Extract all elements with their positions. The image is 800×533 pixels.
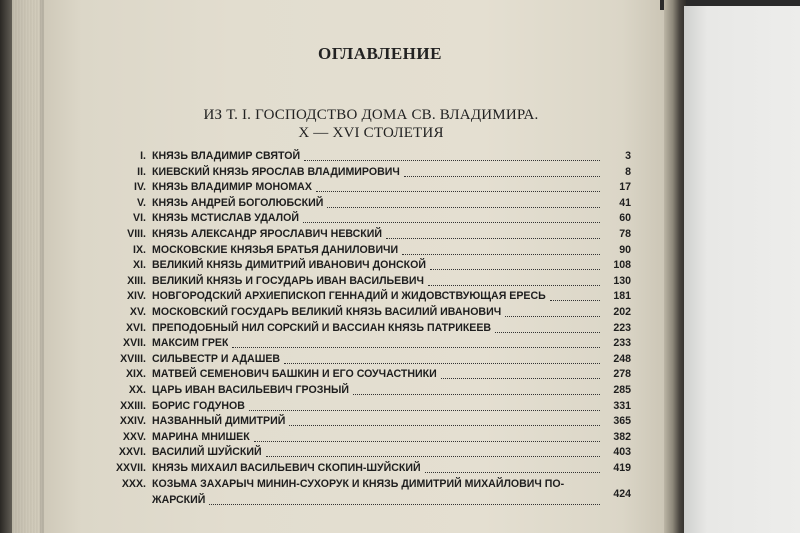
toc-entry xyxy=(0,430,680,445)
toc-entry xyxy=(0,321,680,336)
toc-entry-page: 41 xyxy=(619,196,631,209)
toc-entry-number: XXVI. xyxy=(118,446,146,459)
toc-entry-title: КОЗЬМА ЗАХАРЫЧ МИНИН-СУХОРУК И КНЯЗЬ ДИМИТРИЙ МИХАЙЛОВИЧ ПО- xyxy=(152,477,565,490)
toc-entry-number: XVII. xyxy=(123,337,146,350)
leader-dots xyxy=(284,362,600,364)
toc-entry-page: 285 xyxy=(613,384,631,396)
toc-entry-number: IX. xyxy=(133,243,146,256)
leader-dots xyxy=(303,221,600,223)
toc-entry xyxy=(0,336,680,351)
leader-dots xyxy=(404,175,600,177)
toc-entry-page: 60 xyxy=(619,212,631,225)
toc-entry-number: XVI. xyxy=(125,321,146,334)
toc-entry-number: XXIII. xyxy=(120,399,146,412)
toc-entry xyxy=(0,165,680,180)
toc-entry-title: НАЗВАННЫЙ ДИМИТРИЙ xyxy=(152,415,286,428)
toc-entry-number: XIX. xyxy=(125,368,146,381)
toc-entry xyxy=(0,477,680,492)
toc-entry-title: КНЯЗЬ МСТИСЛАВ УДАЛОЙ xyxy=(152,212,299,225)
leader-dots xyxy=(327,206,600,208)
toc-entry-title: НОВГОРОДСКИЙ АРХИЕПИСКОП ГЕННАДИЙ И ЖИДОВСТВУЮЩАЯ ЕРЕСЬ xyxy=(152,290,546,303)
toc-entry-page: 331 xyxy=(613,399,631,412)
toc-entry-title: КНЯЗЬ ВЛАДИМИР СВЯТОЙ xyxy=(152,150,301,162)
leader-dots xyxy=(266,455,600,457)
toc-entry-number: XXX. xyxy=(121,477,146,490)
toc-entry xyxy=(0,414,680,429)
toc-entry-page: 233 xyxy=(613,337,631,350)
leader-dots xyxy=(430,268,600,270)
toc-entry xyxy=(0,461,680,476)
toc-entry-number: II. xyxy=(137,165,146,178)
toc-entry-page: 223 xyxy=(613,321,631,334)
toc-entry xyxy=(0,305,680,320)
toc-entry-number: V. xyxy=(136,196,146,209)
toc-entry-page: 403 xyxy=(613,446,631,459)
toc-entry xyxy=(0,258,680,273)
leader-dots xyxy=(316,190,600,192)
toc-entry-title: ПРЕПОДОБНЫЙ НИЛ СОРСКИЙ И ВАССИАН КНЯЗЬ ПАТРИКЕЕВ xyxy=(152,321,492,334)
section-subtitle: X — XVI СТОЛЕТИЯ xyxy=(298,125,444,141)
toc-entry xyxy=(0,274,680,289)
facing-page xyxy=(684,6,800,533)
leader-dots xyxy=(441,377,600,379)
leader-dots xyxy=(353,393,600,395)
toc-entry-number: IV. xyxy=(134,181,146,194)
leader-dots xyxy=(425,471,600,473)
toc-entry-number: I. xyxy=(140,150,146,162)
section-title: ИЗ Т. I. ГОСПОДСТВО ДОМА СВ. ВЛАДИМИРА. xyxy=(203,107,539,123)
toc-entry-page: 365 xyxy=(613,415,631,428)
toc-entry-title: КИЕВСКИЙ КНЯЗЬ ЯРОСЛАВ ВЛАДИМИРОВИЧ xyxy=(152,165,400,178)
toc-entry-title: ВЕЛИКИЙ КНЯЗЬ И ГОСУДАРЬ ИВАН ВАСИЛЬЕВИЧ xyxy=(152,274,424,287)
toc-entry xyxy=(0,399,680,414)
toc-entry-title: ВЕЛИКИЙ КНЯЗЬ ДИМИТРИЙ ИВАНОВИЧ ДОНСКОЙ xyxy=(152,259,426,272)
toc-entry xyxy=(0,211,680,226)
toc-entry xyxy=(0,196,680,211)
toc-entry-page: 17 xyxy=(619,181,631,194)
toc-entry-title: КНЯЗЬ МИХАИЛ ВАСИЛЬЕВИЧ СКОПИН-ШУЙСКИЙ xyxy=(152,462,421,474)
toc-entry-number: XV. xyxy=(129,306,146,318)
toc-entry-page: 382 xyxy=(613,430,631,443)
toc-entry-page: 248 xyxy=(613,352,631,365)
toc-entry-title: БОРИС ГОДУНОВ xyxy=(152,399,245,412)
leader-dots xyxy=(505,315,600,317)
toc-entry-page: 90 xyxy=(619,243,631,256)
toc-entry-number: XVIII. xyxy=(120,352,146,365)
leader-dots xyxy=(495,331,600,333)
leader-dots xyxy=(232,346,600,348)
toc-entry-title: КНЯЗЬ ВЛАДИМИР МОНОМАХ xyxy=(152,181,312,194)
toc-entry-title: МАКСИМ ГРЕК xyxy=(152,337,229,350)
toc-entry-page: 108 xyxy=(613,259,631,272)
toc-entry-number: XXIV. xyxy=(119,415,146,428)
toc-entry-number: XX. xyxy=(128,384,146,396)
toc-entry xyxy=(0,227,680,242)
toc-entry xyxy=(0,445,680,460)
leader-dots xyxy=(304,159,600,161)
toc-entry-page: 181 xyxy=(613,290,631,303)
toc-entry xyxy=(0,149,680,164)
toc-entry xyxy=(0,352,680,367)
toc-entry-page: 202 xyxy=(613,306,631,318)
page-title: ОГЛАВЛЕНИЕ xyxy=(318,44,442,63)
toc-entry-page: 419 xyxy=(613,462,631,474)
toc-entry-title: ВАСИЛИЙ ШУЙСКИЙ xyxy=(152,446,262,459)
toc-entry xyxy=(0,243,680,258)
toc-entry-number: XXV. xyxy=(122,430,146,443)
toc-entry-page: 78 xyxy=(619,228,631,240)
leader-dots xyxy=(254,440,600,442)
toc-entry-number: VI. xyxy=(133,212,146,225)
toc-entry-page: 278 xyxy=(613,368,631,381)
toc-entry-number: XIV. xyxy=(126,290,146,303)
toc-entry-number: VIII. xyxy=(127,228,146,240)
toc-entry-title: КНЯЗЬ АНДРЕЙ БОГОЛЮБСКИЙ xyxy=(152,196,324,209)
leader-dots xyxy=(289,424,600,426)
leader-dots xyxy=(249,409,600,411)
toc-entry-page: 424 xyxy=(613,488,631,501)
toc-entry xyxy=(0,383,680,398)
toc-entry xyxy=(0,180,680,195)
toc-entry-title: МАРИНА МНИШЕК xyxy=(152,430,250,443)
toc-entry xyxy=(0,289,680,304)
leader-dots xyxy=(402,253,600,255)
toc-entry-page: 130 xyxy=(613,274,631,287)
toc-entry-title: МАТВЕЙ СЕМЕНОВИЧ БАШКИН И ЕГО СОУЧАСТНИКИ xyxy=(152,368,437,381)
toc-entry-title: КНЯЗЬ АЛЕКСАНДР ЯРОСЛАВИЧ НЕВСКИЙ xyxy=(152,228,382,240)
toc-entry-title: СИЛЬВЕСТР И АДАШЕВ xyxy=(152,352,281,365)
toc-entry-title: МОСКОВСКИЙ ГОСУДАРЬ ВЕЛИКИЙ КНЯЗЬ ВАСИЛИЙ ИВАНОВИЧ xyxy=(152,306,502,318)
toc-entry-title-continued: ЖАРСКИЙ xyxy=(152,494,206,507)
toc-entry-title: ЦАРЬ ИВАН ВАСИЛЬЕВИЧ ГРОЗНЫЙ xyxy=(152,384,349,396)
toc-entry-number: XI. xyxy=(133,259,146,272)
toc-entry-number: XIII. xyxy=(127,274,146,287)
toc-entry-continuation xyxy=(0,488,680,508)
toc-entry-title: МОСКОВСКИЕ КНЯЗЬЯ БРАТЬЯ ДАНИЛОВИЧИ xyxy=(152,243,399,256)
toc-entry xyxy=(0,367,680,382)
toc-entry-number: XXVII. xyxy=(115,462,146,474)
leader-dots xyxy=(209,503,600,505)
toc-entry-page: 3 xyxy=(625,150,631,162)
leader-dots xyxy=(386,237,600,239)
toc-entry-page: 8 xyxy=(625,165,631,178)
leader-dots xyxy=(428,284,600,286)
